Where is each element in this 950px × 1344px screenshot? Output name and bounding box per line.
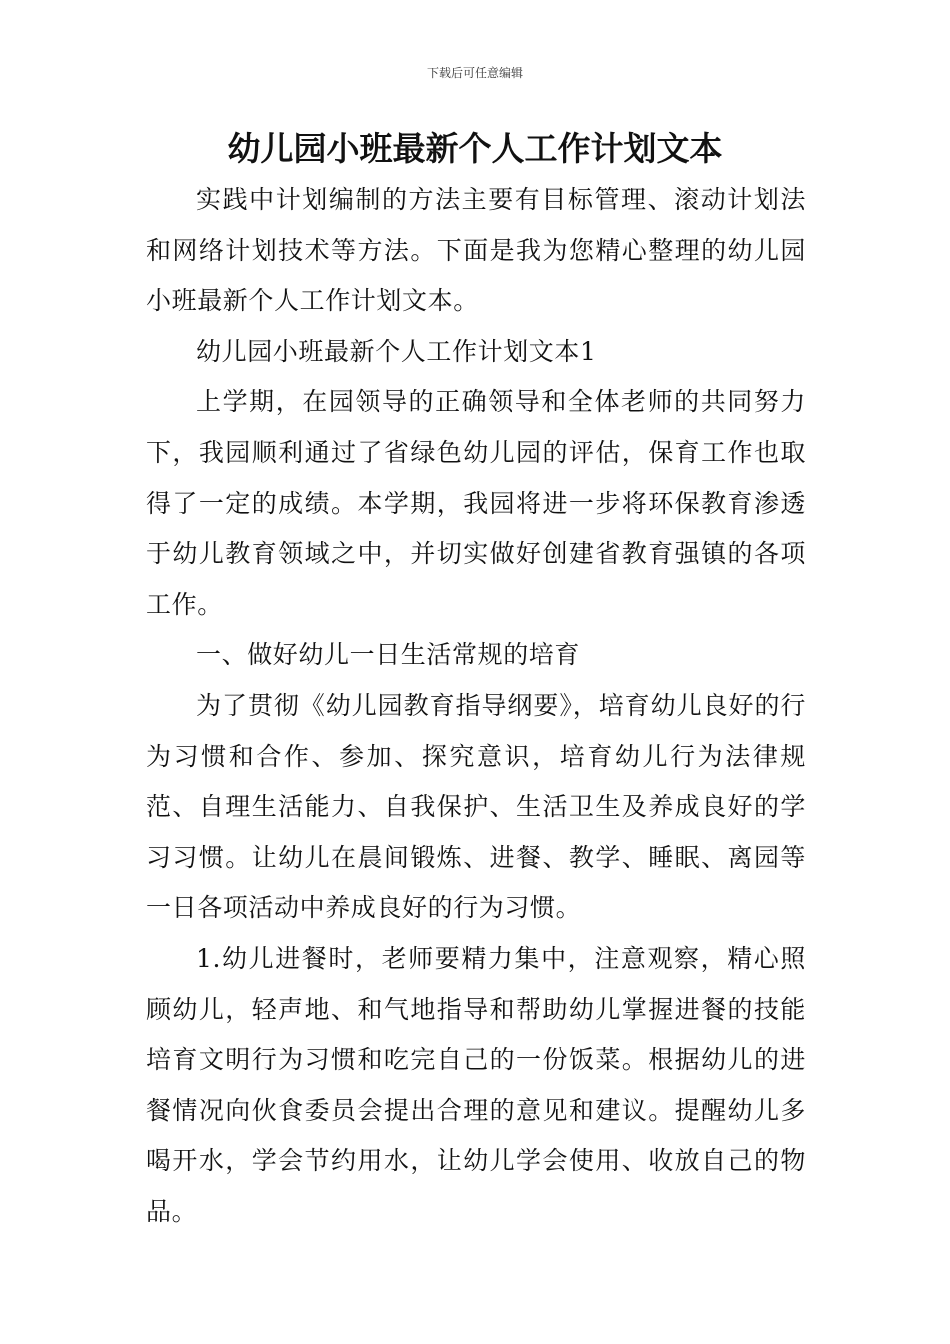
- header-note: 下载后可任意编辑: [426, 66, 523, 80]
- section-heading: 幼儿园小班最新个人工作计划文本1: [196, 336, 597, 366]
- subsection-heading: 一、做好幼儿一日生活常规的培育: [196, 640, 581, 670]
- intro-paragraph: 实践中计划编制的方法主要有目标管理、滚动计划法和网络计划技术等方法。下面是我为您精心整理的幼儿园小班最新个人工作计划文本。: [146, 185, 806, 316]
- document-title: 幼儿园小班最新个人工作计划文本: [227, 129, 723, 168]
- body-paragraph: 为了贯彻《幼儿园教育指导纲要》，培育幼儿良好的行为习惯和合作、参加、探究意识，培育幼儿行为法律规范、自理生活能力、自我保护、生活卫生及养成良好的学习习惯。让幼儿在晨间锻炼、进餐、教学、睡眠、离园等一日各项活动中养成良好的行为习惯。: [146, 690, 806, 923]
- body-paragraph: 上学期，在园领导的正确领导和全体老师的共同努力下，我园顺利通过了省绿色幼儿园的评估，保育工作也取得了一定的成绩。本学期，我园将进一步将环保教育渗透于幼儿教育领域之中，并切实做好创建省教育强镇的各项工作。: [146, 387, 806, 619]
- body-paragraph: 1.幼儿进餐时，老师要精力集中，注意观察，精心照顾幼儿，轻声地、和气地指导和帮助幼儿掌握进餐的技能培育文明行为习惯和吃完自己的一份饭菜。根据幼儿的进餐情况向伙食委员会提出合理的意见和建议。提醒幼儿多喝开水，学会节约用水，让幼儿学会使用、收放自己的物品。: [146, 943, 806, 1226]
- document-body: [146, 175, 806, 1237]
